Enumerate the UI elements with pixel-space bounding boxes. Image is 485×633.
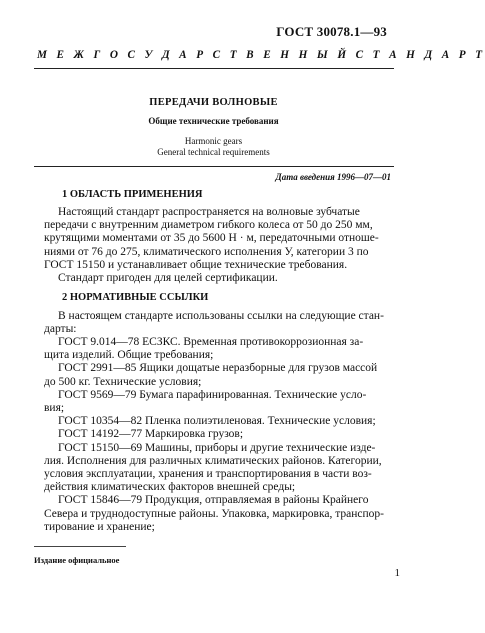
english-subtitle: General technical requirements xyxy=(157,147,270,157)
reference-line: условия эксплуатации, хранения и транспортирования в части воз- xyxy=(44,468,372,481)
section-1-paragraph-1 xyxy=(44,206,393,272)
document-subtitle: Общие технические требования xyxy=(148,116,279,126)
paragraph-line: В настоящем стандарте использованы ссылки на следующие стан- xyxy=(58,310,384,322)
references-list xyxy=(44,336,393,534)
edition-label: Издание официальное xyxy=(34,555,120,565)
page-number: 1 xyxy=(394,567,400,579)
section-2-heading: 2 НОРМАТИВНЫЕ ССЫЛКИ xyxy=(62,292,209,303)
reference-line: ГОСТ 9569—79 Бумага парафинированная. Технические усло- xyxy=(58,388,367,401)
standard-type-banner: М Е Ж Г О С У Д А Р С Т В Е Н Н Ы Й С Т А Н Д А Р Т xyxy=(37,49,485,61)
reference-item xyxy=(44,362,393,388)
reference-line: Севера и труднодоступные районы. Упаковка, маркировка, транспор- xyxy=(44,507,384,520)
reference-item xyxy=(44,428,393,441)
english-title: Harmonic gears xyxy=(184,136,243,146)
reference-line: ГОСТ 2991—85 Ящики дощатые неразборные для грузов массой xyxy=(58,362,378,375)
header-rule xyxy=(34,68,394,69)
reference-item xyxy=(44,336,393,362)
reference-line: ГОСТ 10354—82 Пленка полиэтиленовая. Технические условия; xyxy=(58,415,376,428)
reference-line: лия. Исполнения для различных климатических районов. Категории, xyxy=(44,454,382,467)
reference-line: вия; xyxy=(44,402,65,415)
paragraph-line: крутящими моментами от 35 до 5600 Н · м, передаточными отноше- xyxy=(44,232,379,245)
reference-line: ГОСТ 15846—79 Продукция, отправляемая в районы Крайнего xyxy=(58,494,369,507)
paragraph-line: ниями от 76 до 275, климатического исполнения У, категории 3 по xyxy=(44,245,369,258)
title-rule xyxy=(34,166,394,167)
reference-line: до 500 кг. Технические условия; xyxy=(44,375,202,388)
paragraph-line: передачи с внутренним диаметром гибкого колеса от 50 до 250 мм, xyxy=(44,219,373,232)
reference-item xyxy=(44,442,393,495)
paragraph-line: Стандарт пригоден для целей сертификации. xyxy=(58,272,278,284)
reference-item xyxy=(44,415,393,428)
paragraph-line: Настоящий стандарт распространяется на волновые зубчатые xyxy=(58,206,360,218)
reference-line: ГОСТ 14192—77 Маркировка грузов; xyxy=(58,428,244,441)
introduction-date: Дата введения 1996—07—01 xyxy=(275,172,391,182)
reference-line: действия климатических факторов внешней среды; xyxy=(44,481,296,494)
section-1-paragraph-2 xyxy=(44,272,393,285)
section-2-intro xyxy=(44,310,393,336)
paragraph-line: дарты: xyxy=(44,323,77,336)
document-code: ГОСТ 30078.1—93 xyxy=(276,24,387,39)
section-1-heading: 1 ОБЛАСТЬ ПРИМЕНЕНИЯ xyxy=(62,189,203,200)
reference-line: ГОСТ 15150—69 Машины, приборы и другие технические изде- xyxy=(58,441,376,454)
footer-rule xyxy=(34,546,126,547)
reference-item xyxy=(44,389,393,415)
paragraph-line: ГОСТ 15150 и устанавливает общие технические требования. xyxy=(44,258,348,271)
document-title: ПЕРЕДАЧИ ВОЛНОВЫЕ xyxy=(149,97,278,108)
reference-item xyxy=(44,494,393,534)
reference-line: тирование и хранение; xyxy=(44,520,155,533)
reference-line: щита изделий. Общие требования; xyxy=(44,349,214,362)
reference-line: ГОСТ 9.014—78 ЕСЗКС. Временная противокоррозионная за- xyxy=(58,336,364,348)
